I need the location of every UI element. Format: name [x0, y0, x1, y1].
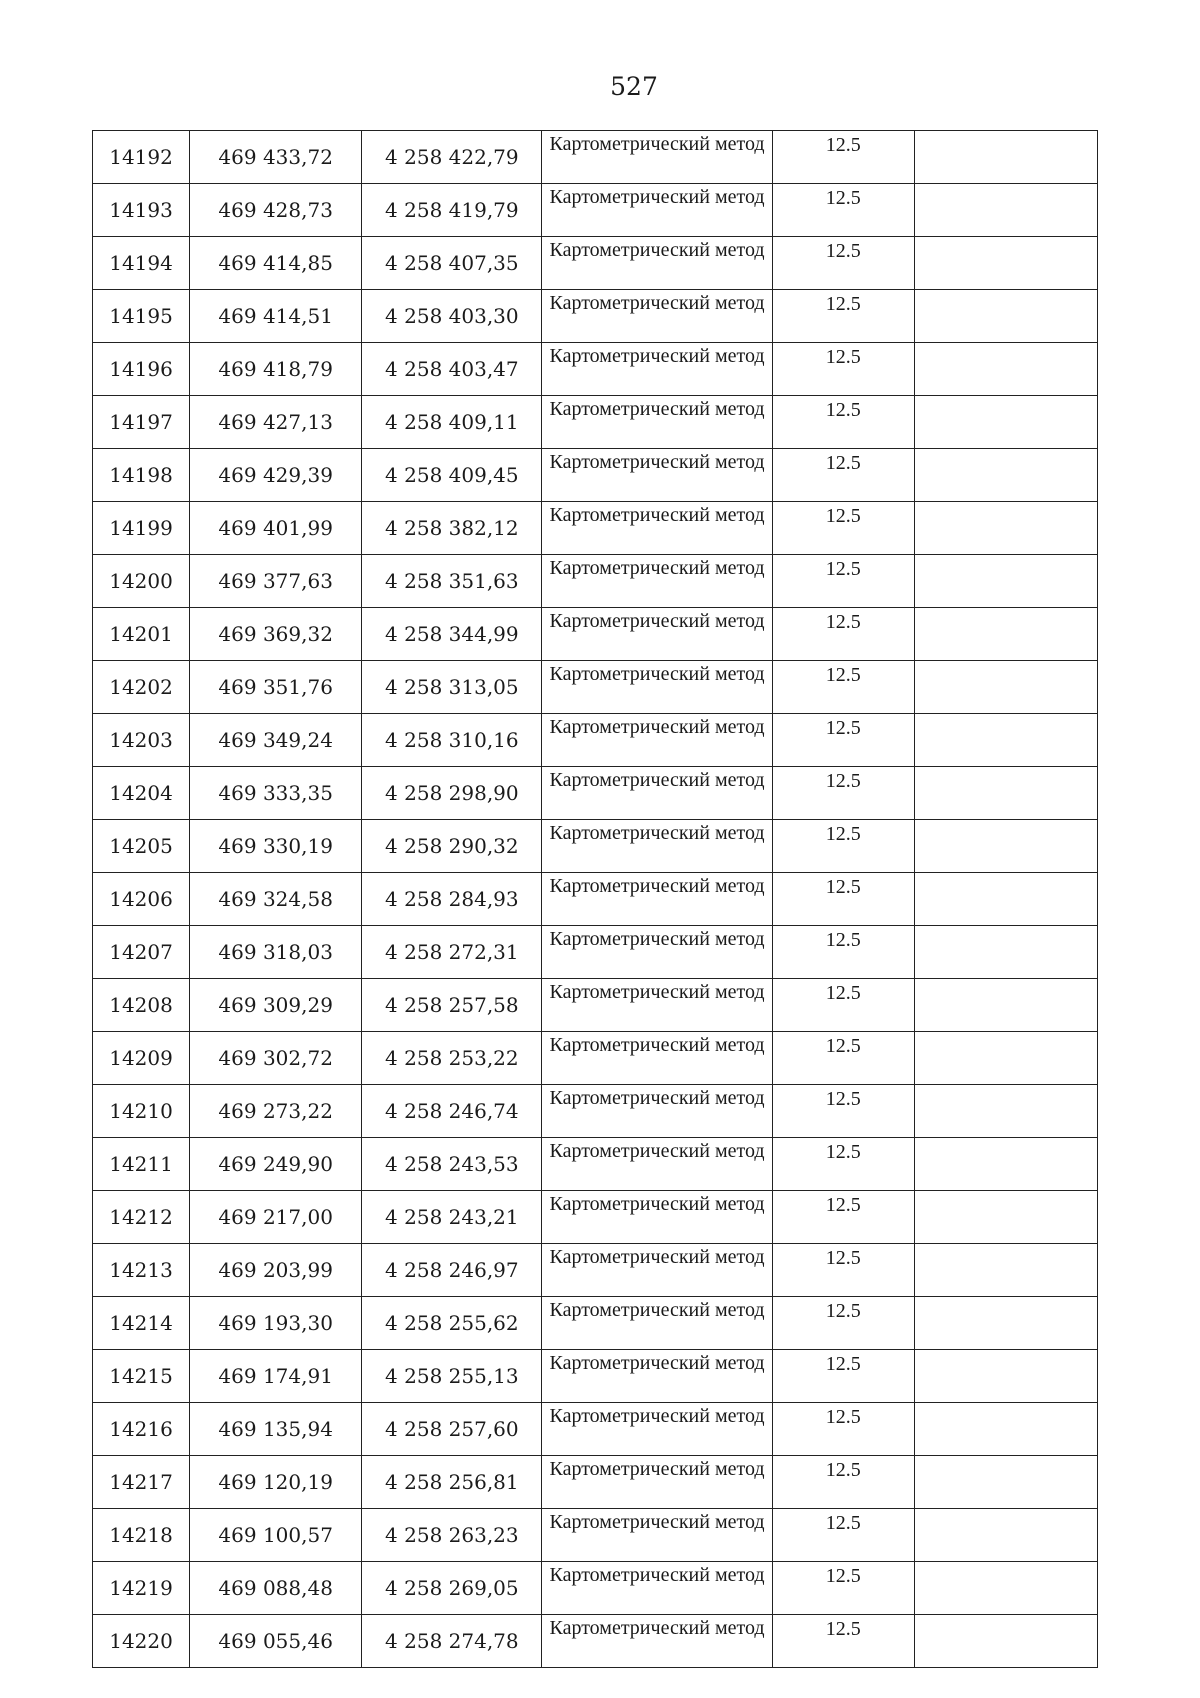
y-coordinate-cell: 4 258 409,45 — [362, 449, 542, 502]
method-cell: Картометрический метод — [542, 1509, 772, 1562]
note-cell — [914, 1350, 1097, 1403]
note-cell — [914, 396, 1097, 449]
point-number-cell: 14202 — [93, 661, 190, 714]
x-coordinate-cell: 469 427,13 — [190, 396, 362, 449]
x-coordinate-cell: 469 302,72 — [190, 1032, 362, 1085]
x-coordinate-cell: 469 273,22 — [190, 1085, 362, 1138]
y-coordinate-cell: 4 258 351,63 — [362, 555, 542, 608]
table-row — [93, 1350, 1098, 1403]
accuracy-cell: 12.5 — [772, 714, 914, 767]
x-coordinate-cell: 469 414,51 — [190, 290, 362, 343]
y-coordinate-cell: 4 258 243,53 — [362, 1138, 542, 1191]
table-row — [93, 608, 1098, 661]
y-coordinate-cell: 4 258 298,90 — [362, 767, 542, 820]
point-number-cell: 14208 — [93, 979, 190, 1032]
point-number-cell: 14211 — [93, 1138, 190, 1191]
point-number-cell: 14194 — [93, 237, 190, 290]
x-coordinate-cell: 469 217,00 — [190, 1191, 362, 1244]
note-cell — [914, 1085, 1097, 1138]
x-coordinate-cell: 469 330,19 — [190, 820, 362, 873]
y-coordinate-cell: 4 258 257,60 — [362, 1403, 542, 1456]
y-coordinate-cell: 4 258 274,78 — [362, 1615, 542, 1668]
table-row — [93, 502, 1098, 555]
method-cell: Картометрический метод — [542, 396, 772, 449]
note-cell — [914, 1456, 1097, 1509]
point-number-cell: 14201 — [93, 608, 190, 661]
point-number-cell: 14207 — [93, 926, 190, 979]
x-coordinate-cell: 469 401,99 — [190, 502, 362, 555]
y-coordinate-cell: 4 258 284,93 — [362, 873, 542, 926]
table-row — [93, 396, 1098, 449]
point-number-cell: 14198 — [93, 449, 190, 502]
table-row — [93, 184, 1098, 237]
y-coordinate-cell: 4 258 419,79 — [362, 184, 542, 237]
method-cell: Картометрический метод — [542, 1403, 772, 1456]
accuracy-cell: 12.5 — [772, 1297, 914, 1350]
y-coordinate-cell: 4 258 263,23 — [362, 1509, 542, 1562]
method-cell: Картометрический метод — [542, 1032, 772, 1085]
table-row — [93, 1297, 1098, 1350]
y-coordinate-cell: 4 258 253,22 — [362, 1032, 542, 1085]
method-cell: Картометрический метод — [542, 131, 772, 184]
point-number-cell: 14192 — [93, 131, 190, 184]
accuracy-cell: 12.5 — [772, 1509, 914, 1562]
table-row — [93, 979, 1098, 1032]
accuracy-cell: 12.5 — [772, 237, 914, 290]
point-number-cell: 14217 — [93, 1456, 190, 1509]
point-number-cell: 14218 — [93, 1509, 190, 1562]
note-cell — [914, 1615, 1097, 1668]
table-row — [93, 1615, 1098, 1668]
method-cell: Картометрический метод — [542, 926, 772, 979]
accuracy-cell: 12.5 — [772, 1244, 914, 1297]
x-coordinate-cell: 469 135,94 — [190, 1403, 362, 1456]
note-cell — [914, 1191, 1097, 1244]
accuracy-cell: 12.5 — [772, 1403, 914, 1456]
y-coordinate-cell: 4 258 255,62 — [362, 1297, 542, 1350]
y-coordinate-cell: 4 258 313,05 — [362, 661, 542, 714]
point-number-cell: 14219 — [93, 1562, 190, 1615]
page-number: 527 — [610, 72, 658, 101]
table-row — [93, 1085, 1098, 1138]
table-row — [93, 1403, 1098, 1456]
point-number-cell: 14209 — [93, 1032, 190, 1085]
table-row — [93, 1509, 1098, 1562]
point-number-cell: 14205 — [93, 820, 190, 873]
note-cell — [914, 1509, 1097, 1562]
table-row — [93, 873, 1098, 926]
method-cell: Картометрический метод — [542, 1562, 772, 1615]
table-row — [93, 1032, 1098, 1085]
accuracy-cell: 12.5 — [772, 131, 914, 184]
note-cell — [914, 1562, 1097, 1615]
method-cell: Картометрический метод — [542, 1244, 772, 1297]
point-number-cell: 14212 — [93, 1191, 190, 1244]
table-row — [93, 926, 1098, 979]
method-cell: Картометрический метод — [542, 1138, 772, 1191]
accuracy-cell: 12.5 — [772, 1138, 914, 1191]
method-cell: Картометрический метод — [542, 449, 772, 502]
y-coordinate-cell: 4 258 407,35 — [362, 237, 542, 290]
point-number-cell: 14206 — [93, 873, 190, 926]
point-number-cell: 14216 — [93, 1403, 190, 1456]
method-cell: Картометрический метод — [542, 555, 772, 608]
method-cell: Картометрический метод — [542, 1085, 772, 1138]
y-coordinate-cell: 4 258 310,16 — [362, 714, 542, 767]
accuracy-cell: 12.5 — [772, 820, 914, 873]
table-row — [93, 131, 1098, 184]
point-number-cell: 14199 — [93, 502, 190, 555]
method-cell: Картометрический метод — [542, 767, 772, 820]
y-coordinate-cell: 4 258 269,05 — [362, 1562, 542, 1615]
accuracy-cell: 12.5 — [772, 1456, 914, 1509]
method-cell: Картометрический метод — [542, 1297, 772, 1350]
point-number-cell: 14215 — [93, 1350, 190, 1403]
accuracy-cell: 12.5 — [772, 767, 914, 820]
point-number-cell: 14196 — [93, 343, 190, 396]
point-number-cell: 14220 — [93, 1615, 190, 1668]
method-cell: Картометрический метод — [542, 608, 772, 661]
point-number-cell: 14203 — [93, 714, 190, 767]
x-coordinate-cell: 469 418,79 — [190, 343, 362, 396]
y-coordinate-cell: 4 258 246,74 — [362, 1085, 542, 1138]
note-cell — [914, 1032, 1097, 1085]
method-cell: Картометрический метод — [542, 343, 772, 396]
x-coordinate-cell: 469 174,91 — [190, 1350, 362, 1403]
method-cell: Картометрический метод — [542, 502, 772, 555]
note-cell — [914, 1403, 1097, 1456]
x-coordinate-cell: 469 414,85 — [190, 237, 362, 290]
point-number-cell: 14200 — [93, 555, 190, 608]
method-cell: Картометрический метод — [542, 661, 772, 714]
method-cell: Картометрический метод — [542, 290, 772, 343]
note-cell — [914, 555, 1097, 608]
method-cell: Картометрический метод — [542, 237, 772, 290]
y-coordinate-cell: 4 258 409,11 — [362, 396, 542, 449]
x-coordinate-cell: 469 055,46 — [190, 1615, 362, 1668]
note-cell — [914, 714, 1097, 767]
method-cell: Картометрический метод — [542, 873, 772, 926]
x-coordinate-cell: 469 377,63 — [190, 555, 362, 608]
accuracy-cell: 12.5 — [772, 343, 914, 396]
x-coordinate-cell: 469 249,90 — [190, 1138, 362, 1191]
accuracy-cell: 12.5 — [772, 1615, 914, 1668]
method-cell: Картометрический метод — [542, 820, 772, 873]
method-cell: Картометрический метод — [542, 1350, 772, 1403]
method-cell: Картометрический метод — [542, 1456, 772, 1509]
x-coordinate-cell: 469 428,73 — [190, 184, 362, 237]
note-cell — [914, 1297, 1097, 1350]
y-coordinate-cell: 4 258 243,21 — [362, 1191, 542, 1244]
y-coordinate-cell: 4 258 422,79 — [362, 131, 542, 184]
point-number-cell: 14210 — [93, 1085, 190, 1138]
y-coordinate-cell: 4 258 344,99 — [362, 608, 542, 661]
accuracy-cell: 12.5 — [772, 290, 914, 343]
accuracy-cell: 12.5 — [772, 873, 914, 926]
y-coordinate-cell: 4 258 246,97 — [362, 1244, 542, 1297]
y-coordinate-cell: 4 258 256,81 — [362, 1456, 542, 1509]
x-coordinate-cell: 469 193,30 — [190, 1297, 362, 1350]
table-row — [93, 1138, 1098, 1191]
x-coordinate-cell: 469 100,57 — [190, 1509, 362, 1562]
accuracy-cell: 12.5 — [772, 926, 914, 979]
point-number-cell: 14197 — [93, 396, 190, 449]
point-number-cell: 14213 — [93, 1244, 190, 1297]
accuracy-cell: 12.5 — [772, 661, 914, 714]
note-cell — [914, 449, 1097, 502]
note-cell — [914, 767, 1097, 820]
x-coordinate-cell: 469 433,72 — [190, 131, 362, 184]
x-coordinate-cell: 469 203,99 — [190, 1244, 362, 1297]
x-coordinate-cell: 469 369,32 — [190, 608, 362, 661]
y-coordinate-cell: 4 258 255,13 — [362, 1350, 542, 1403]
note-cell — [914, 290, 1097, 343]
coordinates-table — [92, 130, 1098, 1668]
table-row — [93, 343, 1098, 396]
table-row — [93, 1244, 1098, 1297]
table-row — [93, 555, 1098, 608]
accuracy-cell: 12.5 — [772, 502, 914, 555]
coordinates-table-body — [93, 131, 1098, 1668]
table-row — [93, 767, 1098, 820]
note-cell — [914, 237, 1097, 290]
note-cell — [914, 343, 1097, 396]
accuracy-cell: 12.5 — [772, 555, 914, 608]
x-coordinate-cell: 469 333,35 — [190, 767, 362, 820]
method-cell: Картометрический метод — [542, 184, 772, 237]
accuracy-cell: 12.5 — [772, 1085, 914, 1138]
x-coordinate-cell: 469 429,39 — [190, 449, 362, 502]
table-row — [93, 820, 1098, 873]
method-cell: Картометрический метод — [542, 1615, 772, 1668]
accuracy-cell: 12.5 — [772, 979, 914, 1032]
table-row — [93, 1562, 1098, 1615]
x-coordinate-cell: 469 324,58 — [190, 873, 362, 926]
x-coordinate-cell: 469 120,19 — [190, 1456, 362, 1509]
x-coordinate-cell: 469 318,03 — [190, 926, 362, 979]
note-cell — [914, 184, 1097, 237]
x-coordinate-cell: 469 309,29 — [190, 979, 362, 1032]
accuracy-cell: 12.5 — [772, 1191, 914, 1244]
note-cell — [914, 661, 1097, 714]
table-row — [93, 237, 1098, 290]
y-coordinate-cell: 4 258 257,58 — [362, 979, 542, 1032]
point-number-cell: 14214 — [93, 1297, 190, 1350]
method-cell: Картометрический метод — [542, 979, 772, 1032]
note-cell — [914, 1138, 1097, 1191]
y-coordinate-cell: 4 258 403,47 — [362, 343, 542, 396]
accuracy-cell: 12.5 — [772, 1562, 914, 1615]
y-coordinate-cell: 4 258 403,30 — [362, 290, 542, 343]
note-cell — [914, 873, 1097, 926]
note-cell — [914, 608, 1097, 661]
table-row — [93, 661, 1098, 714]
x-coordinate-cell: 469 351,76 — [190, 661, 362, 714]
accuracy-cell: 12.5 — [772, 1350, 914, 1403]
accuracy-cell: 12.5 — [772, 608, 914, 661]
note-cell — [914, 1244, 1097, 1297]
point-number-cell: 14193 — [93, 184, 190, 237]
accuracy-cell: 12.5 — [772, 396, 914, 449]
table-row — [93, 714, 1098, 767]
method-cell: Картометрический метод — [542, 1191, 772, 1244]
accuracy-cell: 12.5 — [772, 449, 914, 502]
y-coordinate-cell: 4 258 290,32 — [362, 820, 542, 873]
table-row — [93, 1456, 1098, 1509]
y-coordinate-cell: 4 258 382,12 — [362, 502, 542, 555]
accuracy-cell: 12.5 — [772, 184, 914, 237]
accuracy-cell: 12.5 — [772, 1032, 914, 1085]
method-cell: Картометрический метод — [542, 714, 772, 767]
table-row — [93, 449, 1098, 502]
x-coordinate-cell: 469 088,48 — [190, 1562, 362, 1615]
x-coordinate-cell: 469 349,24 — [190, 714, 362, 767]
note-cell — [914, 979, 1097, 1032]
note-cell — [914, 502, 1097, 555]
table-row — [93, 1191, 1098, 1244]
point-number-cell: 14195 — [93, 290, 190, 343]
note-cell — [914, 131, 1097, 184]
table-row — [93, 290, 1098, 343]
y-coordinate-cell: 4 258 272,31 — [362, 926, 542, 979]
point-number-cell: 14204 — [93, 767, 190, 820]
note-cell — [914, 820, 1097, 873]
note-cell — [914, 926, 1097, 979]
